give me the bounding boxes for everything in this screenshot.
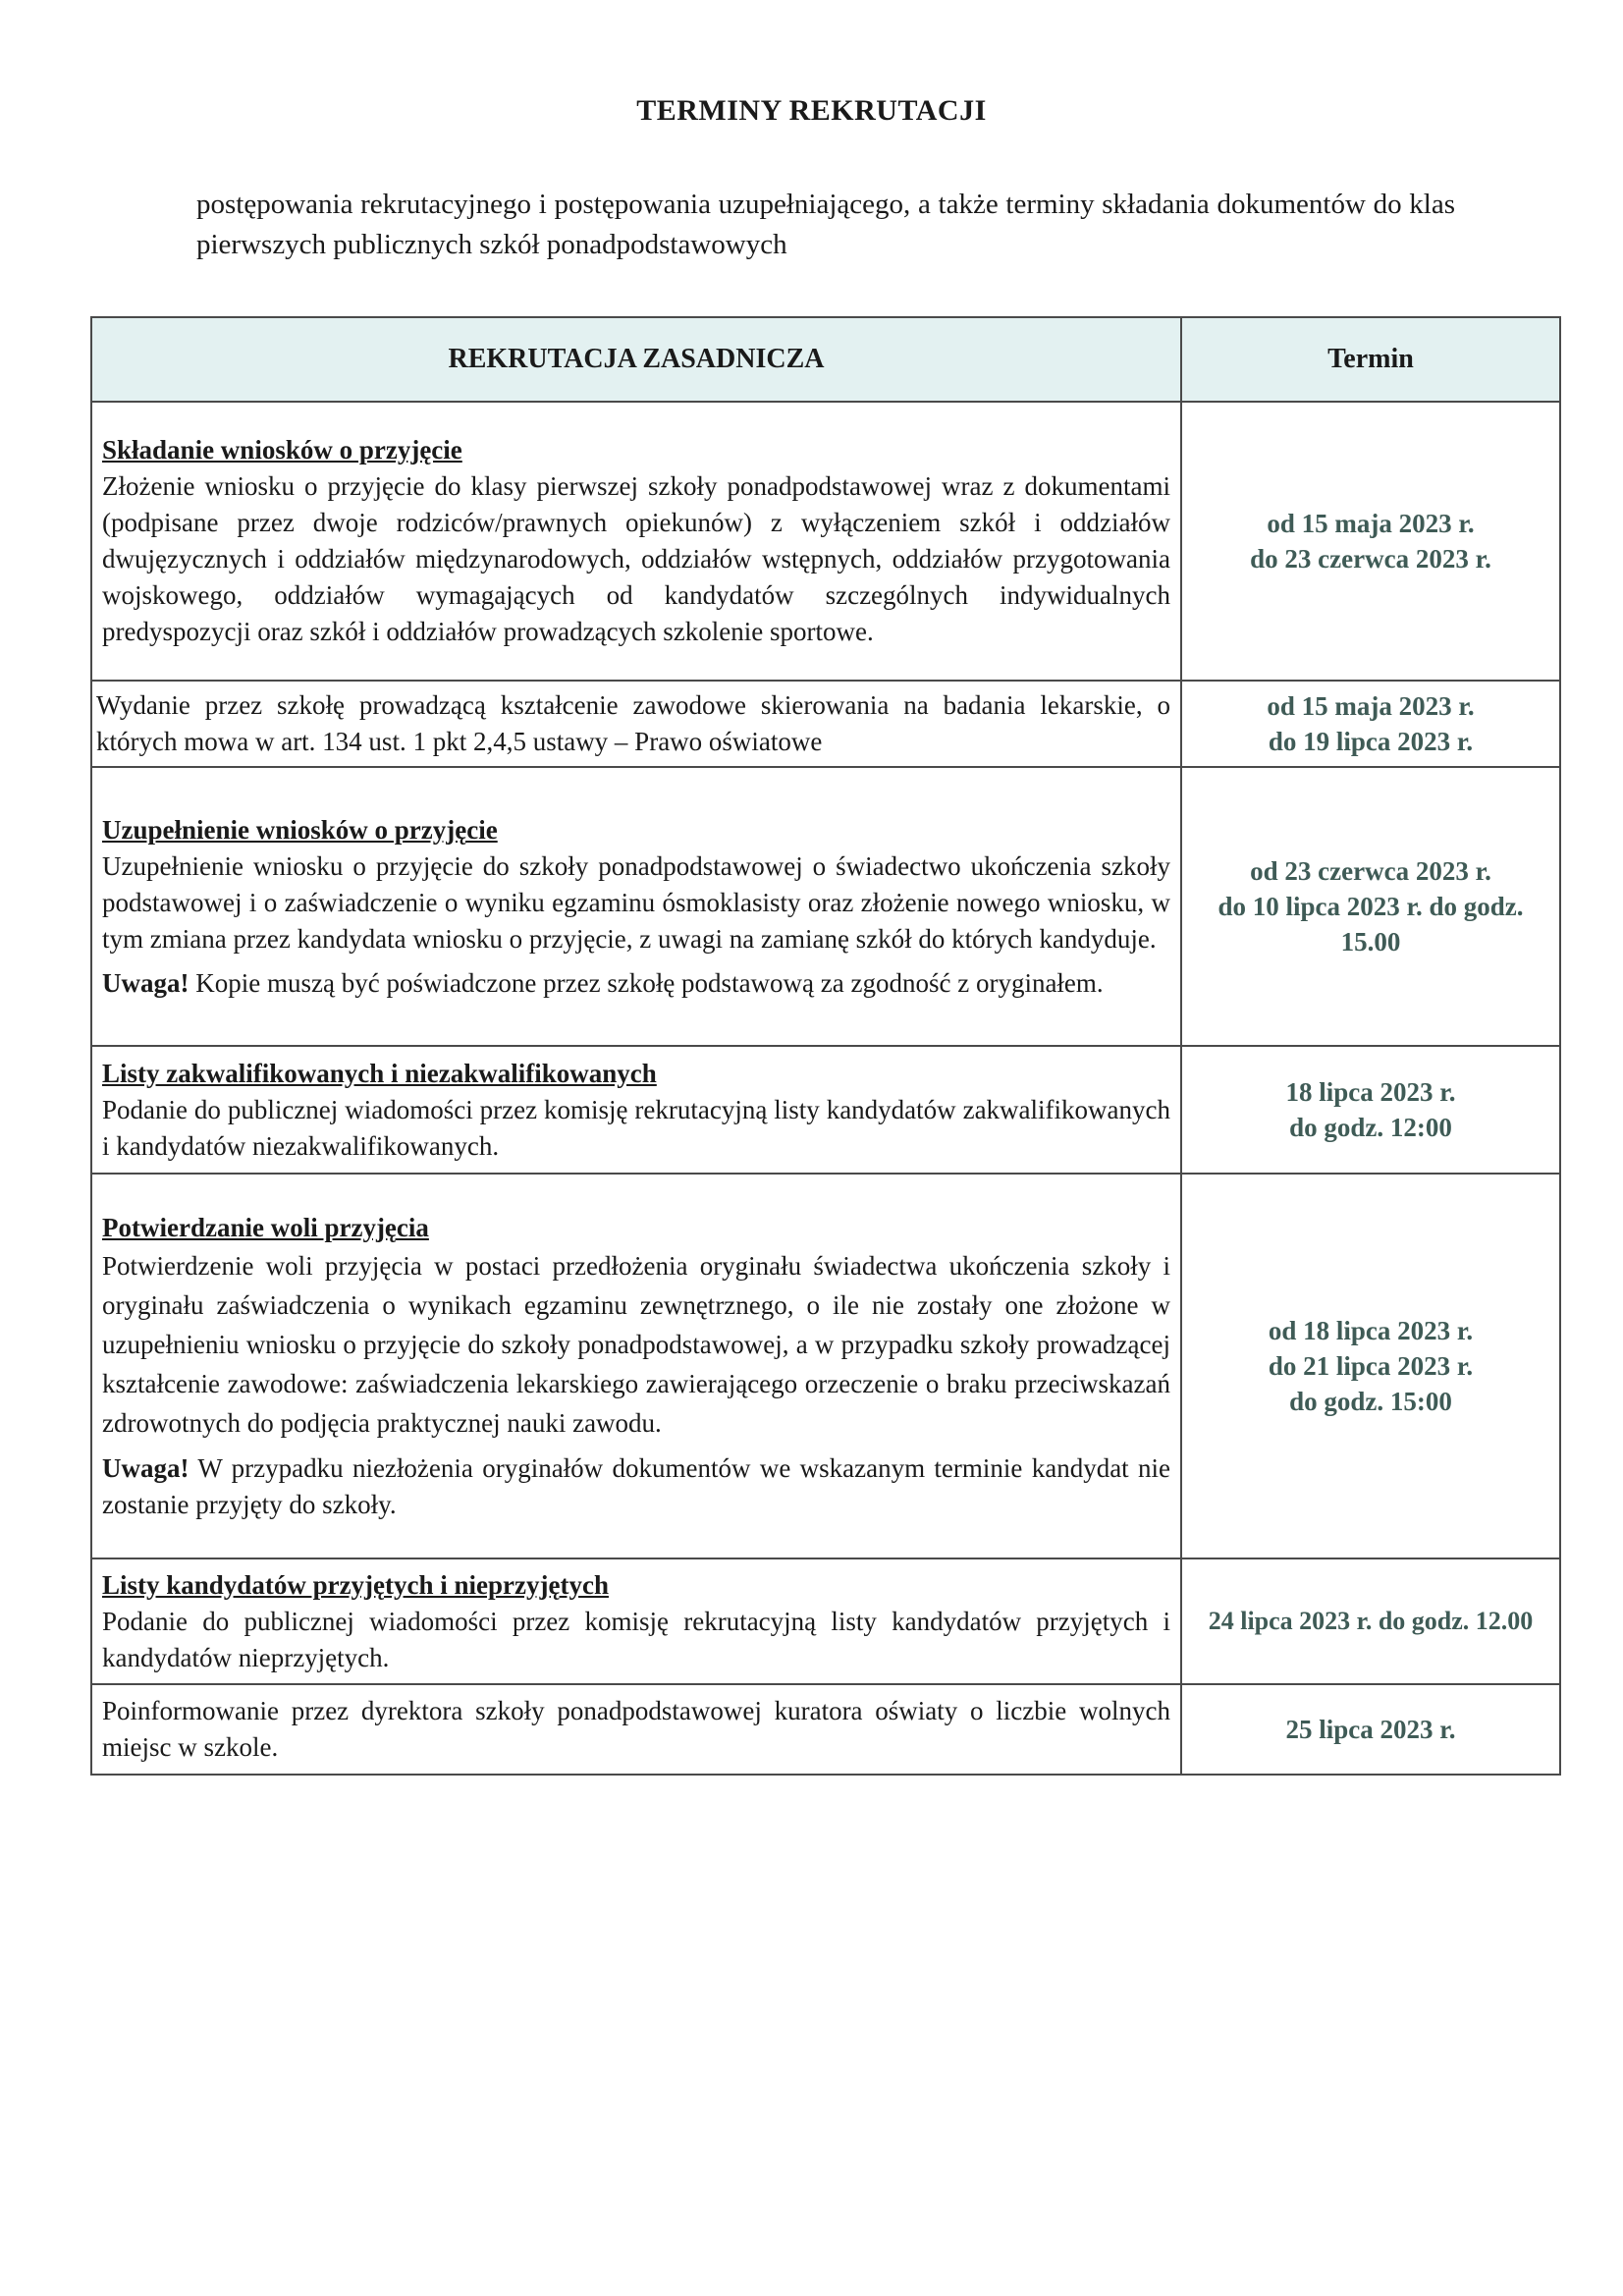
term-line: 24 lipca 2023 r. do godz. 12.00 xyxy=(1208,1607,1534,1635)
row-text: Podanie do publicznej wiadomości przez komisję rekrutacyjną listy kandydatów zakwalifikowanych i kandydatów niezakwalifikowanych. xyxy=(102,1094,1170,1161)
term-line: 18 lipca 2023 r. xyxy=(1285,1077,1456,1107)
section-heading: Uzupełnienie wniosków o przyjęcie xyxy=(102,814,498,845)
section-heading: Składanie wniosków o przyjęcie xyxy=(102,435,462,465)
row-description xyxy=(91,402,1181,681)
table-row xyxy=(91,1684,1560,1775)
section-heading: Listy kandydatów przyjętych i nieprzyjętych xyxy=(102,1569,609,1600)
row-term xyxy=(1181,1174,1560,1558)
row-text: Potwierdzenie woli przyjęcia w postaci przedłożenia oryginału świadectwa ukończenia szkoły i oryginału zaświadczenia o wynikach egzaminu zewnętrznego, o ile nie zostały one złożone w uzupełnieniu wniosku o przyjęcie do szkoły ponadpodstawowej, a w przypadku szkoły prowadzącej kształcenie zawodowe: zaświadczenia lekarskiego zawierającego orzeczenie o braku przeciwskazań zdrowotnych do podjęcia praktycznej nauki zawodu. xyxy=(102,1250,1170,1438)
note xyxy=(102,1450,1170,1523)
row-text: Uzupełnienie wniosku o przyjęcie do szkoły ponadpodstawowej o świadectwo ukończenia szkoły podstawowej i o zaświadczenie o wyniku egzaminu ósmoklasisty oraz złożenie nowego wniosku, w tym zmiana przez kandydata wniosku o przyjęcie, z uwagi na zamianę szkół do których kandyduje. xyxy=(102,850,1170,954)
row-text: Wydanie przez szkołę prowadzącą kształcenie zawodowe skierowania na badania lekarskie, o których mowa w art. 134 ust. 1 pkt 2,4,5 ustawy – Prawo oświatowe xyxy=(96,690,1170,756)
row-text: Złożenie wniosku o przyjęcie do klasy pierwszej szkoły ponadpodstawowej wraz z dokumentami (podpisane przez dwoje rodziców/prawnych opiekunów) z wyłączeniem szkół i oddziałów dwujęzycznych i oddziałów międzynarodowych, oddziałów wstępnych, oddziałów przygotowania wojskowego, oddziałów wymagających od kandydatów szczególnych indywidualnych predyspozycji oraz szkół i oddziałów prowadzących szkolenie sportowe. xyxy=(102,471,1170,646)
document-subtitle: postępowania rekrutacyjnego i postępowania uzupełniającego, a także terminy składania dokumentów do klas pierwszych publicznych szkół ponadpodstawowych xyxy=(196,189,1455,260)
note-text: W przypadku niezłożenia oryginałów dokumentów we wskazanym terminie kandydat nie zostanie przyjęty do szkoły. xyxy=(102,1452,1170,1519)
term-line: od 18 lipca 2023 r. xyxy=(1268,1316,1474,1345)
note-label: Uwaga! xyxy=(102,1452,189,1483)
note-label: Uwaga! xyxy=(102,967,189,998)
table-row xyxy=(91,767,1560,1046)
row-description xyxy=(91,1684,1181,1775)
term-line: do 21 lipca 2023 r. xyxy=(1268,1351,1474,1381)
row-description xyxy=(91,1558,1181,1684)
row-text: Podanie do publicznej wiadomości przez komisję rekrutacyjną listy kandydatów przyjętych i kandydatów nieprzyjętych. xyxy=(102,1606,1170,1672)
section-heading: Potwierdzanie woli przyjęcia xyxy=(102,1212,429,1242)
document-title: TERMINY REKRUTACJI xyxy=(636,94,987,127)
row-description xyxy=(91,767,1181,1046)
row-description xyxy=(91,681,1181,767)
row-term xyxy=(1181,1046,1560,1174)
term-line: do 23 czerwca 2023 r. xyxy=(1250,544,1491,574)
header-main: REKRUTACJA ZASADNICZA xyxy=(91,317,1181,402)
note xyxy=(102,965,1170,1002)
recruitment-schedule-table xyxy=(90,316,1561,1776)
header-term: Termin xyxy=(1181,317,1560,402)
term-line: 25 lipca 2023 r. xyxy=(1285,1715,1456,1744)
term-line: do godz. 12:00 xyxy=(1289,1113,1452,1142)
term-line: od 15 maja 2023 r. xyxy=(1267,509,1475,538)
table-header-row xyxy=(91,317,1560,402)
section-heading: Listy zakwalifikowanych i niezakwalifikowanych xyxy=(102,1058,657,1088)
row-term xyxy=(1181,767,1560,1046)
table-row xyxy=(91,402,1560,681)
row-term xyxy=(1181,1684,1560,1775)
table-row xyxy=(91,1046,1560,1174)
note-text: Kopie muszą być poświadczone przez szkołę podstawową za zgodność z oryginałem. xyxy=(189,967,1104,998)
table-row xyxy=(91,1558,1560,1684)
row-term xyxy=(1181,1558,1560,1684)
row-text: Poinformowanie przez dyrektora szkoły ponadpodstawowej kuratora oświaty o liczbie wolnych miejsc w szkole. xyxy=(102,1696,1170,1762)
table-row xyxy=(91,1174,1560,1558)
row-term xyxy=(1181,402,1560,681)
term-line: do 10 lipca 2023 r. do godz. 15.00 xyxy=(1217,892,1524,957)
term-line: od 23 czerwca 2023 r. xyxy=(1250,856,1491,886)
term-line: do godz. 15:00 xyxy=(1289,1387,1452,1416)
table-row xyxy=(91,681,1560,767)
row-term xyxy=(1181,681,1560,767)
term-line: od 15 maja 2023 r. xyxy=(1267,691,1475,721)
term-line: do 19 lipca 2023 r. xyxy=(1268,727,1474,756)
row-description xyxy=(91,1046,1181,1174)
row-description xyxy=(91,1174,1181,1558)
